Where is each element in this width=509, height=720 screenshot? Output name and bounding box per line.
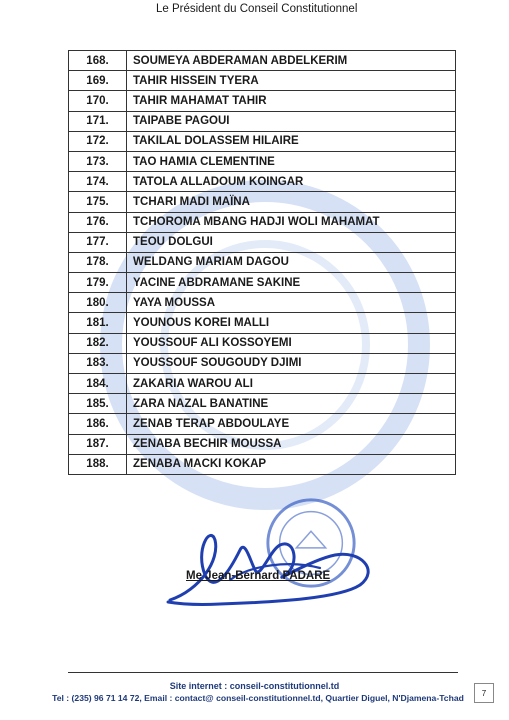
row-number: 186. [69, 414, 127, 434]
footer-site: Site internet : conseil-constitutionnel.td [169, 681, 340, 691]
row-name: ZENABA BECHIR MOUSSA [127, 434, 456, 454]
row-name: YAYA MOUSSA [127, 293, 456, 313]
row-name: TAHIR MAHAMAT TAHIR [127, 91, 456, 111]
row-name: ZENABA MACKI KOKAP [127, 454, 456, 474]
row-number: 183. [69, 353, 127, 373]
row-number: 176. [69, 212, 127, 232]
row-name: ZARA NAZAL BANATINE [127, 394, 456, 414]
row-number: 171. [69, 111, 127, 131]
row-name: TCHOROMA MBANG HADJI WOLI MAHAMAT [127, 212, 456, 232]
row-number: 177. [69, 232, 127, 252]
row-number: 182. [69, 333, 127, 353]
row-name: TATOLA ALLADOUM KOINGAR [127, 172, 456, 192]
row-name: TEOU DOLGUI [127, 232, 456, 252]
row-name: ZAKARIA WAROU ALI [127, 374, 456, 394]
page-number: 7 [474, 683, 494, 703]
signatory-name: Me Jean-Bernard PADARE [186, 570, 331, 582]
row-name: TCHARI MADI MAÏNA [127, 192, 456, 212]
row-name: TAKILAL DOLASSEM HILAIRE [127, 131, 456, 151]
table-row [69, 273, 456, 293]
row-name: SOUMEYA ABDERAMAN ABDELKERIM [127, 51, 456, 71]
row-name: YOUSSOUF SOUGOUDY DJIMI [127, 353, 456, 373]
row-number: 169. [69, 71, 127, 91]
table-row [69, 91, 456, 111]
table-row [69, 374, 456, 394]
table-row [69, 414, 456, 434]
table-row [69, 333, 456, 353]
row-number: 185. [69, 394, 127, 414]
table-row [69, 293, 456, 313]
table-row [69, 353, 456, 373]
table-row [69, 232, 456, 252]
row-number: 173. [69, 151, 127, 171]
row-name: TAIPABE PAGOUI [127, 111, 456, 131]
row-number: 187. [69, 434, 127, 454]
table-row [69, 111, 456, 131]
row-number: 168. [69, 51, 127, 71]
table-row [69, 71, 456, 91]
table-row [69, 51, 456, 71]
table-row [69, 172, 456, 192]
table-row [69, 151, 456, 171]
table-row [69, 131, 456, 151]
row-number: 175. [69, 192, 127, 212]
table-row [69, 434, 456, 454]
handwritten-signature [160, 520, 400, 610]
table-row [69, 313, 456, 333]
table-row [69, 454, 456, 474]
row-name: WELDANG MARIAM DAGOU [127, 252, 456, 272]
row-number: 181. [69, 313, 127, 333]
row-number: 170. [69, 91, 127, 111]
row-number: 178. [69, 252, 127, 272]
signature-title: Le Président du Conseil Constitutionnel [156, 3, 358, 15]
row-name: YACINE ABDRAMANE SAKINE [127, 273, 456, 293]
row-name: TAHIR HISSEIN TYERA [127, 71, 456, 91]
footer-contact: Tel : (235) 96 71 14 72, Email : contact@ conseil-constitutionnel.td, Quartier Diguel, N'Djamena-Tchad [52, 693, 464, 703]
row-name: ZENAB TERAP ABDOULAYE [127, 414, 456, 434]
row-number: 174. [69, 172, 127, 192]
row-number: 172. [69, 131, 127, 151]
table-row [69, 252, 456, 272]
names-table [68, 50, 456, 475]
table-row [69, 192, 456, 212]
footer-divider [68, 672, 458, 673]
row-number: 179. [69, 273, 127, 293]
table-row [69, 394, 456, 414]
row-name: YOUSSOUF ALI KOSSOYEMI [127, 333, 456, 353]
row-name: YOUNOUS KOREI MALLI [127, 313, 456, 333]
row-number: 184. [69, 374, 127, 394]
table-row [69, 212, 456, 232]
row-number: 180. [69, 293, 127, 313]
row-number: 188. [69, 454, 127, 474]
row-name: TAO HAMIA CLEMENTINE [127, 151, 456, 171]
